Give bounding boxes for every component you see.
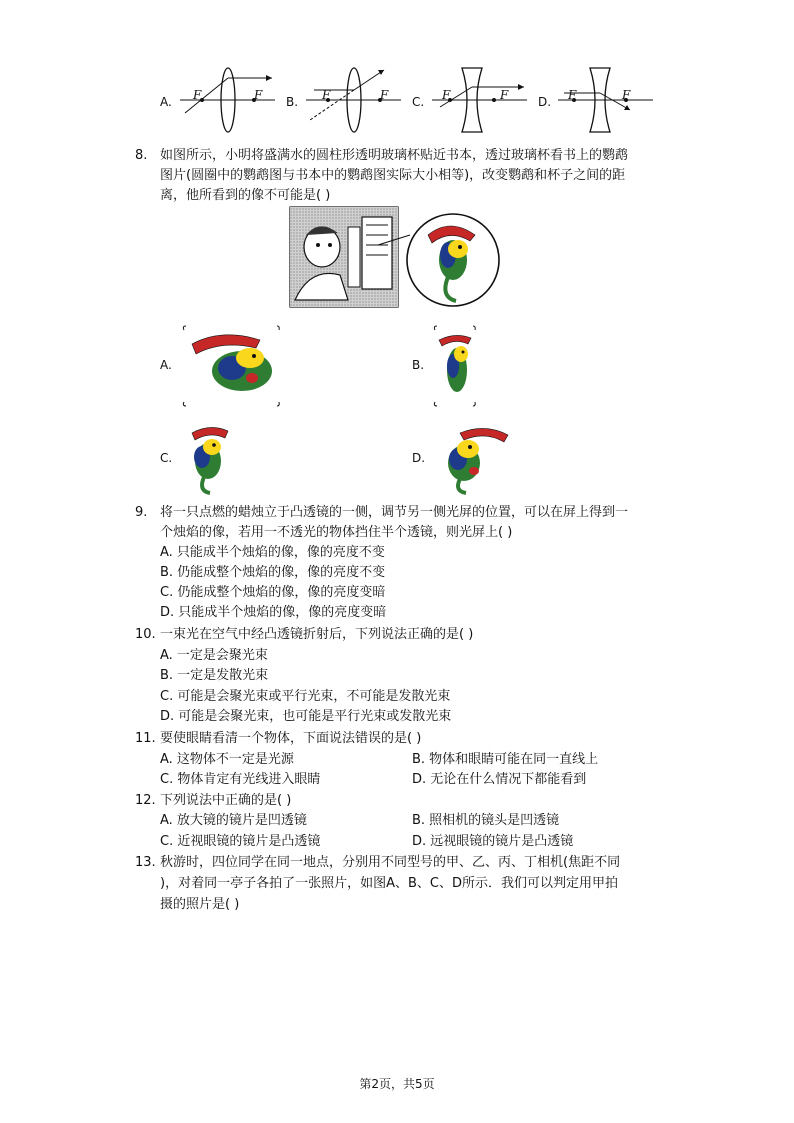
q11-option-a[interactable]: A. 这物体不一定是光源 [160,752,294,767]
q7-option-c-label[interactable]: C. [412,95,425,109]
q8-option-c-label[interactable]: C. [160,451,173,465]
q7-option-d-label[interactable]: D. [538,95,552,109]
q13-line-3: 摄的照片是( ) [160,897,240,912]
q11-number: 11. [135,731,156,746]
q13-line-1: 秋游时，四位同学在同一地点，分别用不同型号的甲、乙、丙、丁相机(焦距不同 [160,855,621,870]
q7-option-b-label[interactable]: B. [286,95,299,109]
q7-option-b-diagram [306,65,406,135]
q12-stem: 下列说法中正确的是( ) [160,793,292,808]
q8-option-d-label[interactable]: D. [412,451,426,465]
q10-stem: 一束光在空气中经凸透镜折射后，下列说法正确的是( ) [160,627,474,642]
q10-option-a[interactable]: A. 一定是会聚光束 [160,648,268,663]
q10-option-d[interactable]: D. 可能是会聚光束，也可能是平行光束或发散光束 [160,709,452,724]
q7-b-f-right: F [380,88,389,102]
q12-option-d[interactable]: D. 远视眼镜的镜片是凸透镜 [412,834,574,849]
q9-line-1: 将一只点燃的蜡烛立于凸透镜的一侧，调节另一侧光屏的位置，可以在屏上得到一 [160,505,629,520]
q12-option-b[interactable]: B. 照相机的镜头是凹透镜 [412,813,560,828]
q7-a-f-right: F [254,88,263,102]
q11-stem: 要使眼睛看清一个物体，下面说法错误的是( ) [160,731,422,746]
q9-option-b[interactable]: B. 仍能成整个烛焰的像，像的亮度不变 [160,565,386,580]
q10-option-b[interactable]: B. 一定是发散光束 [160,668,269,683]
q10-option-c[interactable]: C. 可能是会聚光束或平行光束，不可能是发散光束 [160,689,451,704]
q7-d-f-left: F [568,88,577,102]
q8-line-2: 图片(圆圈中的鹦鹉图与书本中的鹦鹉图实际大小相等)，改变鹦鹉和杯子之间的距 [160,168,626,183]
q8-line-3: 离，他所看到的像不可能是( ) [160,188,331,203]
q7-c-f-left: F [442,88,451,102]
q7-option-a-label[interactable]: A. [160,95,172,109]
q11-option-c[interactable]: C. 物体肯定有光线进入眼睛 [160,772,321,787]
q9-option-d[interactable]: D. 只能成半个烛焰的像，像的亮度变暗 [160,605,387,620]
q9-option-c[interactable]: C. 仍能成整个烛焰的像，像的亮度变暗 [160,585,386,600]
q7-d-f-right: F [622,88,631,102]
q8-option-b-image[interactable] [433,326,478,406]
q9-option-a[interactable]: A. 只能成半个烛焰的像，像的亮度不变 [160,545,385,560]
q11-option-b[interactable]: B. 物体和眼睛可能在同一直线上 [412,752,599,767]
q8-number: 8. [135,148,148,163]
q10-number: 10. [135,627,156,642]
q8-line-1: 如图所示，小明将盛满水的圆柱形透明玻璃杯贴近书本，透过玻璃杯看书上的鹦鹉 [160,148,629,163]
page-footer: 第2页，共5页 [359,1077,435,1091]
q12-number: 12. [135,793,156,808]
q8-illustration [290,205,505,315]
q7-c-f-right: F [500,88,509,102]
q11-option-d[interactable]: D. 无论在什么情况下都能看到 [412,772,587,787]
q13-line-2: )，对着同一亭子各拍了一张照片，如图A、B、C、D所示．我们可以判定用甲拍 [160,876,618,891]
q9-line-2: 个烛焰的像，若用一不透光的物体挡住半个透镜，则光屏上( ) [160,525,513,540]
q8-option-b-label[interactable]: B. [412,358,425,372]
q13-number: 13. [135,855,156,870]
q8-option-a-image[interactable] [182,326,282,406]
q7-a-f-left: F [193,88,202,102]
q8-option-d-image[interactable] [430,423,510,495]
q8-option-a-label[interactable]: A. [160,358,172,372]
q12-option-c[interactable]: C. 近视眼镜的镜片是凸透镜 [160,834,321,849]
q9-number: 9. [135,505,148,520]
q8-option-c-image[interactable] [180,423,235,495]
q12-option-a[interactable]: A. 放大镜的镜片是凹透镜 [160,813,307,828]
q7-b-f-left: F [322,88,331,102]
